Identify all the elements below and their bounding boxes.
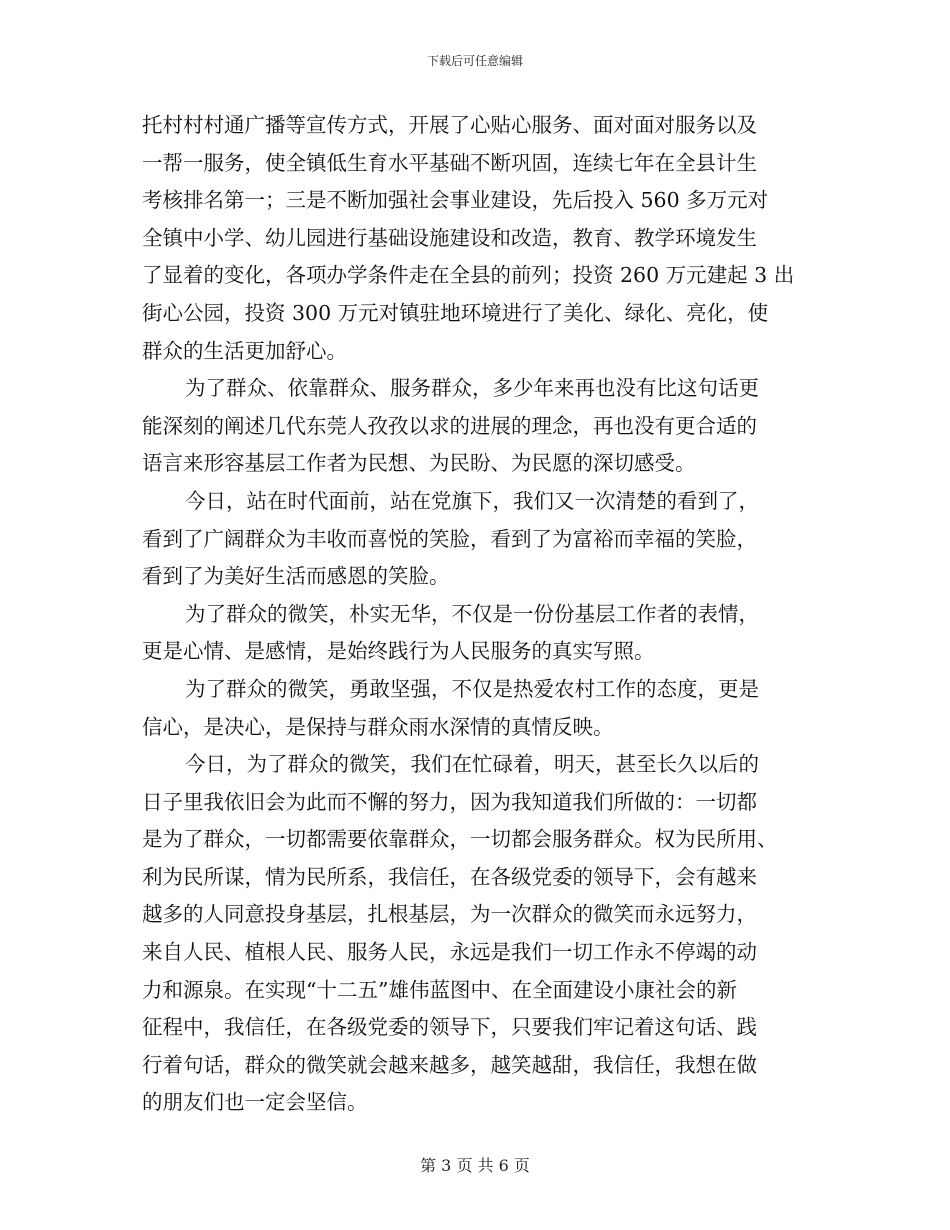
text-line: 来自人民、植根人民、服务人民，永远是我们一切工作永不停竭的动 <box>142 940 757 965</box>
text-line: 为了群众的微笑，勇敢坚强，不仅是热爱农村工作的态度，更是 <box>185 676 759 701</box>
text-line: 行着句话，群众的微笑就会越来越多，越笑越甜，我信任，我想在做 <box>142 1052 757 1077</box>
text-line: 全镇中小学、幼儿园进行基础设施建设和改造，教育、教学环境发生 <box>142 225 757 250</box>
text-line: 为了群众的微笑，朴实无华，不仅是一份份基层工作者的表情， <box>185 601 759 626</box>
text-line: 看到了广阔群众为丰收而喜悦的笑脸，看到了为富裕而幸福的笑脸， <box>142 526 757 551</box>
text-line: 能深刻的阐述几代东莞人孜孜以求的进展的理念，再也没有更合适的 <box>142 413 757 438</box>
text-line: 一帮一服务，使全镇低生育水平基础不断巩固，连续七年在全县计生 <box>142 150 757 175</box>
text-line: 托村村村通广播等宣传方式，开展了心贴心服务、面对面对服务以及 <box>142 113 757 137</box>
text-line: 看到了为美好生活而感恩的笑脸。 <box>142 564 450 589</box>
text-line: 今日，站在时代面前，站在党旗下，我们又一次清楚的看到了， <box>185 488 759 513</box>
text-line: 征程中，我信任，在各级党委的领导下，只要我们牢记着这句话、践 <box>142 1015 757 1040</box>
document-body <box>142 107 814 1122</box>
text-line: 信心，是决心，是保持与群众雨水深情的真情反映。 <box>142 714 614 739</box>
text-line: 语言来形容基层工作者为民想、为民盼、为民愿的深切感受。 <box>142 451 696 476</box>
text-line: 越多的人同意投身基层，扎根基层，为一次群众的微笑而永远努力， <box>142 902 757 927</box>
text-line: 考核排名第一；三是不断加强社会事业建设，先后投入 560 多万元对 <box>142 188 769 213</box>
text-line: 利为民所谋，情为民所系，我信任，在各级党委的领导下，会有越来 <box>142 864 757 889</box>
text-line: 了显着的变化，各项办学条件走在全县的前列；投资 260 万元建起 3 出 <box>142 263 795 288</box>
text-line: 的朋友们也一定会坚信。 <box>142 1090 368 1115</box>
page-header: 下载后可任意编辑 <box>426 54 523 68</box>
text-line: 群众的生活更加舒心。 <box>142 338 347 363</box>
text-line: 街心公园，投资 300 万元对镇驻地环境进行了美化、绿化、亮化，使 <box>142 300 769 325</box>
text-line: 更是心情、是感情，是始终践行为人民服务的真实写照。 <box>142 639 655 664</box>
page-footer: 第 3 页 共 6 页 <box>420 1156 530 1175</box>
text-line: 为了群众、依靠群众、服务群众，多少年来再也没有比这句话更 <box>185 376 759 401</box>
text-line: 日子里我依旧会为此而不懈的努力，因为我知道我们所做的：一切都 <box>142 789 757 814</box>
text-line: 是为了群众，一切都需要依靠群众，一切都会服务群众。权为民所用、 <box>142 827 778 852</box>
text-line: 力和源泉。在实现“十二五”雄伟蓝图中、在全面建设小康社会的新 <box>142 977 737 1002</box>
text-line: 今日，为了群众的微笑，我们在忙碌着，明天，甚至长久以后的 <box>185 752 759 777</box>
